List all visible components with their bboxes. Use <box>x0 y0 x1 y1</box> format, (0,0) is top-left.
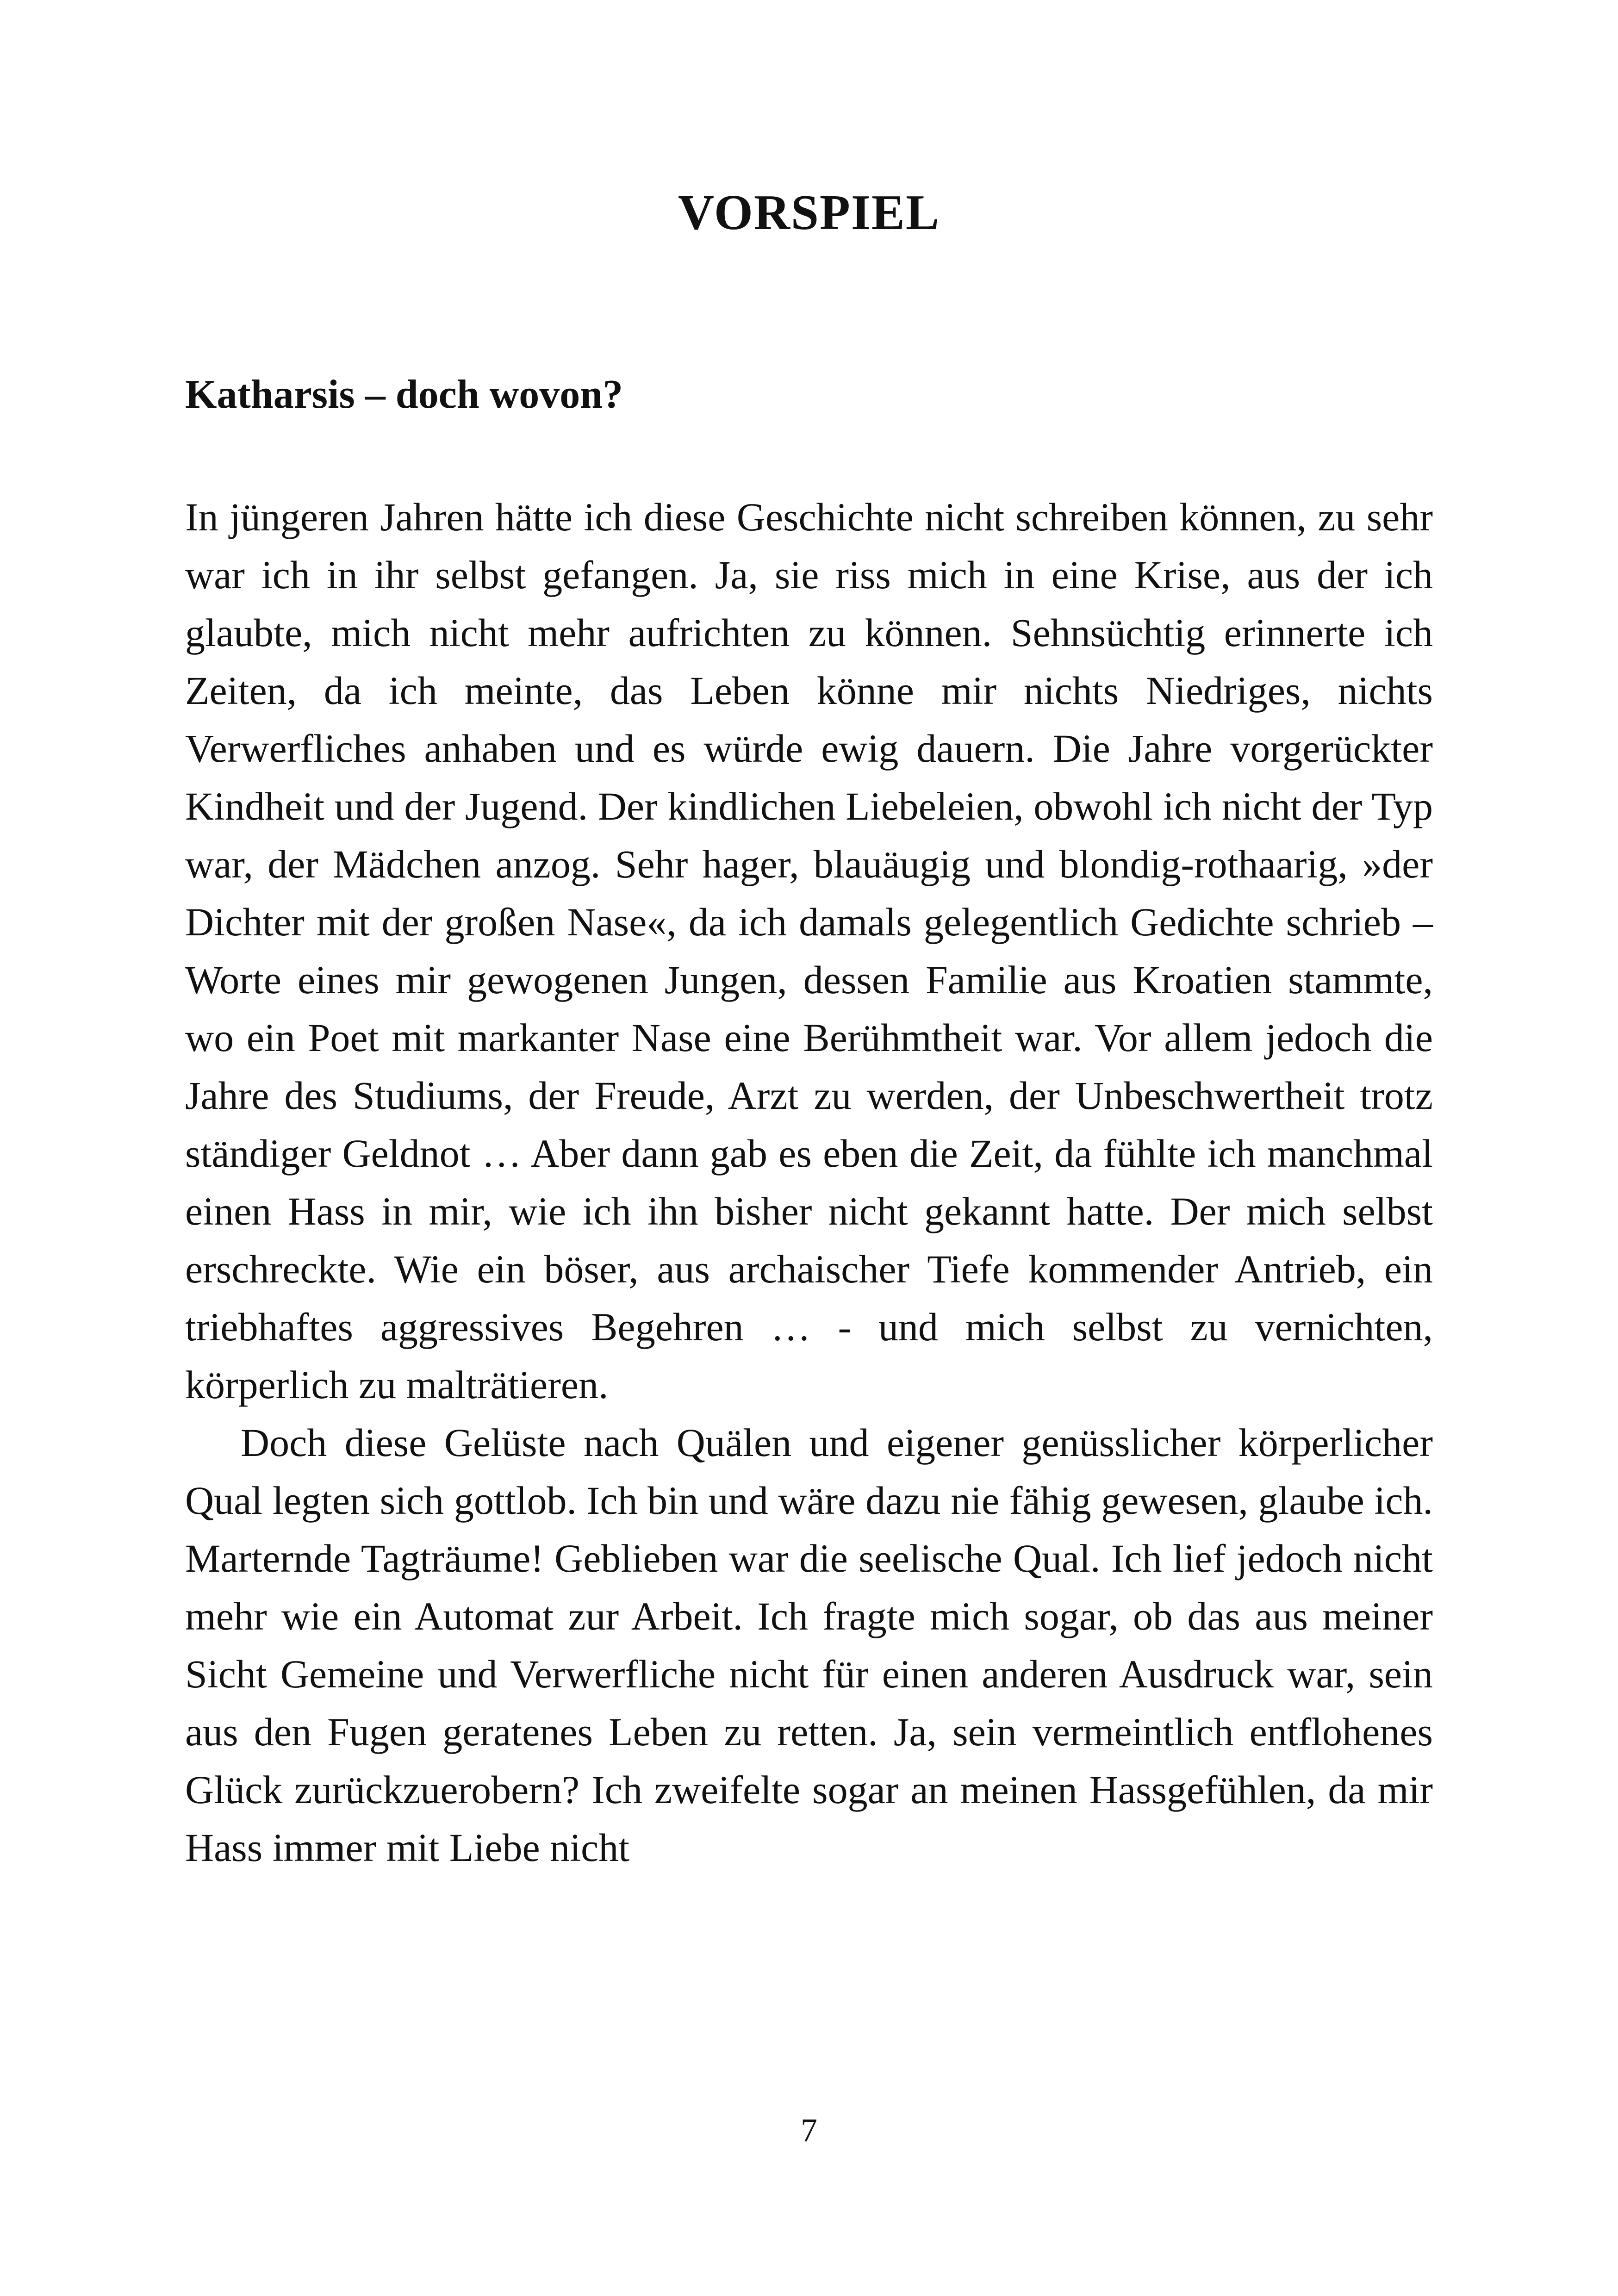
paragraph-2: Doch diese Gelüste nach Quälen und eigener genüsslicher körperlicher Qual legten sich gottlob. Ich bin und wäre dazu nie fähig gewesen, glaube ich. Marternde Tagträume! Geblieben war die seelische Qual. Ich lief jedoch nicht mehr wie ein Automat zur Arbeit. Ich fragte mich sogar, ob das aus meiner Sicht Gemeine und Verwerfliche nicht für einen anderen Ausdruck war, sein aus den Fugen geratenes Leben zu retten. Ja, sein vermeintlich entflohenes Glück zurückzuerobern? Ich zweifelte sogar an meinen Hassgefühlen, da mir Hass immer mit Liebe nicht <box>185 1420 1433 1870</box>
chapter-title: VORSPIEL <box>678 185 940 240</box>
paragraph-1: In jüngeren Jahren hätte ich diese Geschichte nicht schreiben können, zu sehr war ich in ihr selbst gefangen. Ja, sie riss mich in eine Krise, aus der ich glaubte, mich nicht mehr aufrichten zu können. Sehnsüchtig erinnerte ich Zeiten, da ich meinte, das Leben könne mir nichts Niedriges, nichts Verwerfliches anhaben und es würde ewig dauern. Die Jahre vorgerückter Kindheit und der Jugend. Der kindlichen Liebeleien, obwohl ich nicht der Typ war, der Mädchen anzog. Sehr hager, blauäugig und blondig-rothaarig, »der Dichter mit der großen Nase«, da ich damals gelegentlich Gedichte schrieb – Worte eines mir gewogenen Jungen, dessen Familie aus Kroatien stammte, wo ein Poet mit markanter Nase eine Berühmtheit war. Vor allem jedoch die Jahre des Studiums, der Freude, Arzt zu werden, der Unbeschwertheit trotz ständiger Geldnot … Aber dann gab es eben die Zeit, da fühlte ich manchmal einen Hass in mir, wie ich ihn bisher nicht gekannt hatte. Der mich selbst erschreckte. Wie ein böser, aus archaischer Tiefe kommender Antrieb, ein triebhaftes aggressives Begehren … - und mich selbst zu vernichten, körperlich zu malträtieren. <box>185 495 1433 1407</box>
page-number: 7 <box>801 2112 817 2149</box>
section-heading: Katharsis – doch wovon? <box>185 372 623 417</box>
body-text <box>185 488 1433 1877</box>
